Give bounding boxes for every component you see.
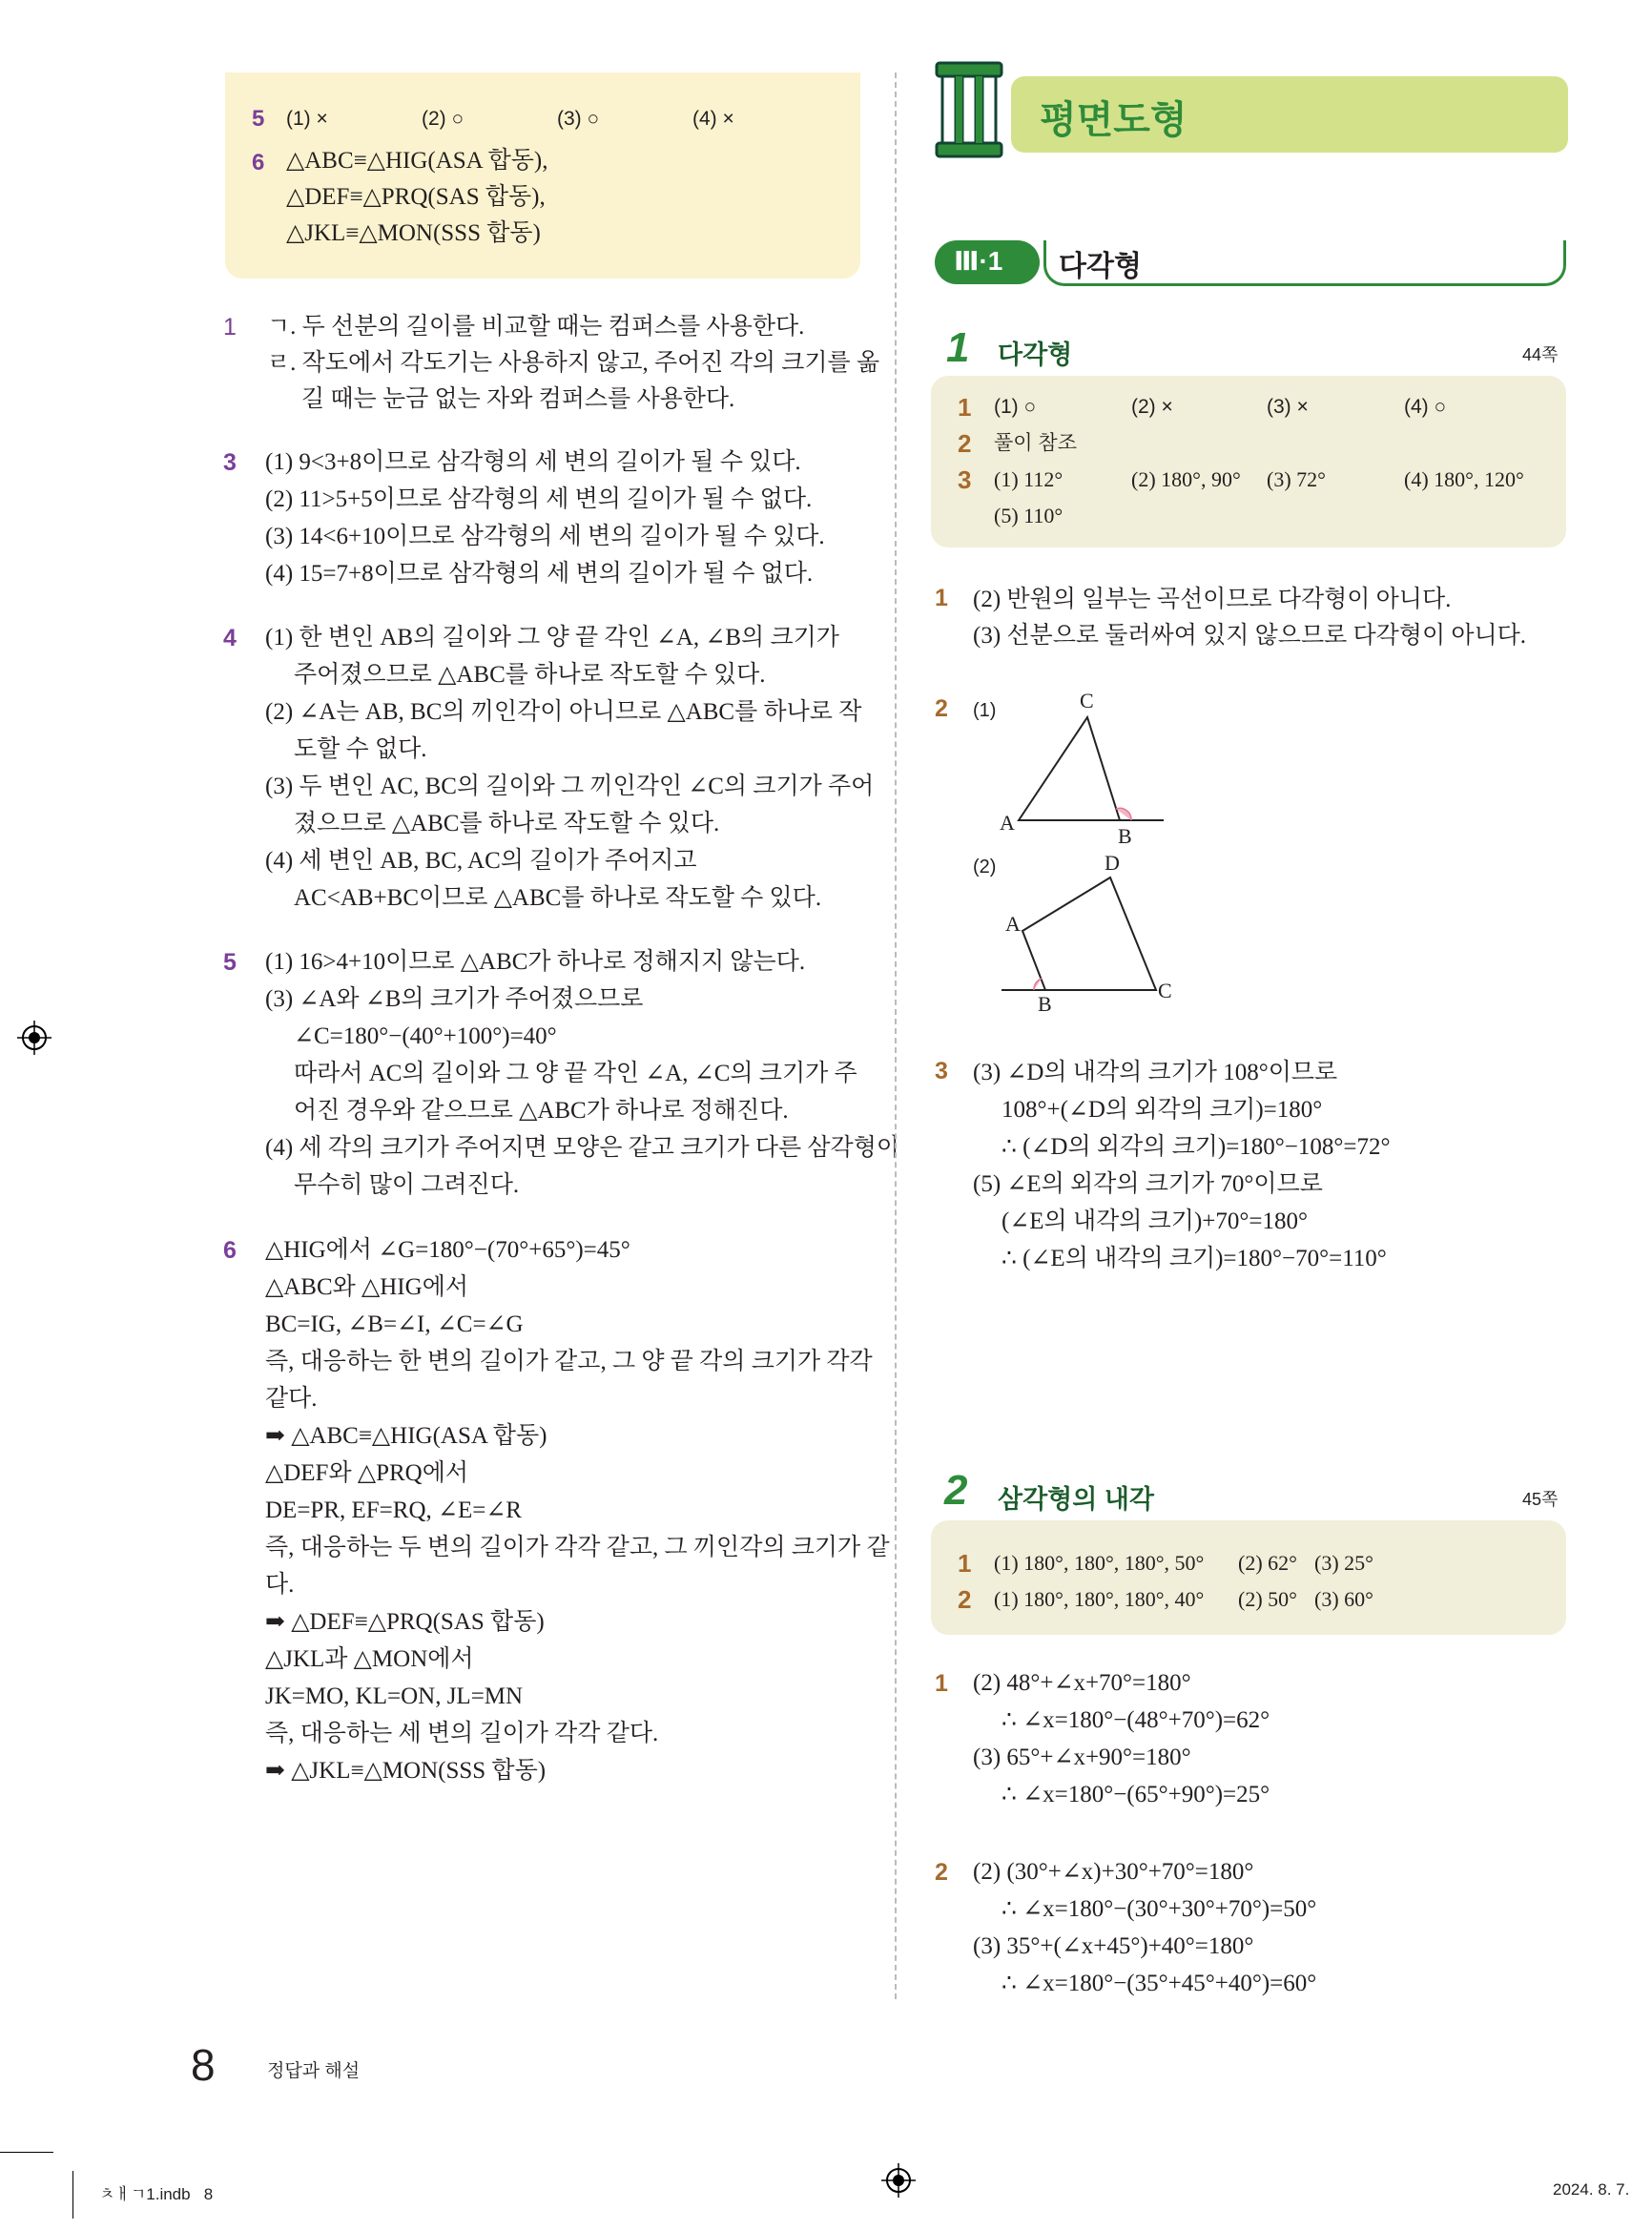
q4-line-5: (3) 두 변인 AC, BC의 길이와 그 끼인각인 ∠C의 크기가 주어: [265, 774, 875, 799]
q4-line-8: AC<AB+BC이므로 △ABC를 하나로 작도할 수 있다.: [294, 885, 822, 911]
topic-2-icon: 2: [944, 1467, 968, 1514]
answer-6-line-2: △DEF≡△PRQ(SAS 합동),: [286, 184, 546, 210]
quadrilateral-figure: [992, 858, 1211, 1011]
e1-line-2: (3) 선분으로 둘러싸여 있지 않으므로 다각형이 아니다.: [973, 623, 1527, 649]
f2-line-4: ∴ ∠x=180°−(35°+45°+40°)=60°: [1002, 1971, 1317, 1996]
crop-mark: [0, 2152, 53, 2153]
t1-r1-a1: (1) ○: [994, 396, 1037, 418]
q6-line-13: JK=MO, KL=ON, JL=MN: [265, 1683, 524, 1709]
e3-line-6: ∴ (∠E의 내각의 크기)=180°−70°=110°: [1002, 1246, 1387, 1271]
e3-line-2: 108°+(∠D의 외각의 크기)=180°: [1002, 1097, 1323, 1123]
e1-line-1: (2) 반원의 일부는 곡선이므로 다각형이 아니다.: [973, 587, 1452, 612]
topic-1-icon: 1: [946, 324, 970, 371]
f2-line-2: ∴ ∠x=180°−(30°+30°+70°)=50°: [1002, 1896, 1317, 1922]
fig2-label-a: A: [1005, 912, 1021, 936]
footer-date: 2024. 8. 7.: [1553, 2180, 1630, 2199]
registration-mark-bottom: [881, 2163, 916, 2198]
fig2-label-c: C: [1158, 979, 1172, 1002]
q6-line-10: 다.: [265, 1572, 295, 1598]
footer-file: ㅊㅐㄱ1.indb 8: [99, 2185, 214, 2203]
answer-6-line-3: △JKL≡△MON(SSS 합동): [286, 220, 541, 246]
answer-number: 1: [958, 1549, 972, 1578]
q1-line-1: ㄱ. 두 선분의 길이를 비교할 때는 컴퍼스를 사용한다.: [267, 314, 805, 340]
t1-r3-a2: (2) 180°, 90°: [1131, 467, 1241, 491]
column-divider: [895, 72, 897, 1999]
question-number: 6: [223, 1237, 237, 1264]
f1-line-2: ∴ ∠x=180°−(48°+70°)=62°: [1002, 1707, 1270, 1733]
f1-line-1: (2) 48°+∠x+70°=180°: [973, 1670, 1191, 1696]
question-number: 5: [223, 949, 237, 976]
q6-line-9: 즉, 대응하는 두 변의 길이가 각각 같고, 그 끼인각의 크기가 같: [265, 1535, 890, 1560]
question-number: 2: [935, 1859, 948, 1886]
t1-r2-a1: 풀이 참조: [994, 432, 1077, 454]
q3-line-1: (1) 9<3+8이므로 삼각형의 세 변의 길이가 될 수 있다.: [265, 449, 801, 475]
answer-number: 3: [958, 465, 972, 494]
topic-1-page: 44쪽: [1522, 345, 1559, 364]
q5-line-5: 어진 경우와 같으므로 △ABC가 하나로 정해진다.: [294, 1098, 789, 1124]
t1-r3-a1: (1) 112°: [994, 467, 1063, 491]
page-number: 8: [191, 2040, 216, 2090]
answer-5-3: (3) ○: [557, 108, 600, 130]
q1-line-2: ㄹ. 작도에서 각도기는 사용하지 않고, 주어진 각의 크기를 옮: [267, 350, 880, 376]
q6-line-2: △ABC와 △HIG에서: [265, 1274, 468, 1300]
e2-part-1: (1): [973, 700, 997, 721]
answer-number: 5: [252, 106, 265, 132]
e3-line-4: (5) ∠E의 외각의 크기가 70°이므로: [973, 1171, 1323, 1197]
e2-part-2: (2): [973, 857, 997, 878]
section-title: 다각형: [1059, 251, 1142, 282]
chapter-roman-icon: [933, 59, 1009, 162]
q6-line-5: 같다.: [265, 1386, 318, 1412]
f1-line-4: ∴ ∠x=180°−(65°+90°)=25°: [1002, 1782, 1270, 1807]
answer-5-2: (2) ○: [422, 108, 465, 130]
question-number: 1: [223, 314, 237, 341]
t1-r1-a2: (2) ×: [1131, 396, 1173, 418]
t2-r2-a1: (1) 180°, 180°, 180°, 40°: [994, 1587, 1205, 1611]
t2-r1-a3: (3) 25°: [1314, 1551, 1373, 1575]
q4-line-1: (1) 한 변인 AB의 길이와 그 양 끝 각인 ∠A, ∠B의 크기가: [265, 625, 839, 650]
answer-5-row: [252, 101, 264, 138]
footer-label: 정답과 해설: [267, 2061, 361, 2081]
question-number: 4: [223, 625, 237, 651]
t1-r3-a5: (5) 110°: [994, 504, 1063, 527]
f2-line-3: (3) 35°+(∠x+45°)+40°=180°: [973, 1933, 1254, 1959]
q6-line-11: ➡ △DEF≡△PRQ(SAS 합동): [265, 1609, 545, 1635]
q5-line-6: (4) 세 각의 크기가 주어지면 모양은 같고 크기가 다른 삼각형이: [265, 1135, 900, 1161]
q5-line-2: (3) ∠A와 ∠B의 크기가 주어졌으므로: [265, 986, 644, 1012]
fig1-label-a: A: [1000, 811, 1015, 835]
q5-line-3: ∠C=180°−(40°+100°)=40°: [294, 1023, 557, 1049]
fig1-label-b: B: [1118, 824, 1132, 848]
t2-r1-a2: (2) 62°: [1238, 1551, 1297, 1575]
q6-line-15: ➡ △JKL≡△MON(SSS 합동): [265, 1758, 547, 1784]
q6-line-7: △DEF와 △PRQ에서: [265, 1460, 469, 1486]
q4-line-4: 도할 수 없다.: [294, 736, 427, 762]
t1-r3-a3: (3) 72°: [1267, 467, 1326, 491]
fig2-label-d: D: [1105, 851, 1120, 875]
answer-number: 2: [958, 429, 972, 458]
section-label: Ⅲ·1: [954, 246, 1003, 276]
q4-line-3: (2) ∠A는 AB, BC의 끼인각이 아니므로 △ABC를 하나로 작: [265, 699, 862, 725]
q6-line-6: ➡ △ABC≡△HIG(ASA 합동): [265, 1423, 547, 1449]
q6-line-1: △HIG에서 ∠G=180°−(70°+65°)=45°: [265, 1237, 630, 1263]
q3-line-2: (2) 11>5+5이므로 삼각형의 세 변의 길이가 될 수 없다.: [265, 486, 813, 512]
t2-r2-a3: (3) 60°: [1314, 1587, 1373, 1611]
answer-number: 1: [958, 393, 972, 422]
chapter-title: 평면도형: [1040, 99, 1187, 141]
answer-5-1: (1) ×: [286, 108, 328, 130]
q6-line-8: DE=PR, EF=RQ, ∠E=∠R: [265, 1497, 522, 1523]
question-number: 3: [935, 1058, 948, 1084]
t1-r1-a3: (3) ×: [1267, 396, 1309, 418]
registration-mark-left: [17, 1021, 52, 1055]
q5-line-7: 무수히 많이 그려진다.: [294, 1172, 520, 1198]
e3-line-5: (∠E의 내각의 크기)+70°=180°: [1002, 1208, 1308, 1234]
t1-r3-a4: (4) 180°, 120°: [1404, 467, 1524, 491]
answer-5-4: (4) ×: [692, 108, 734, 130]
topic-1-title: 다각형: [998, 341, 1073, 369]
q6-line-4: 즉, 대응하는 한 변의 길이가 같고, 그 양 끝 각의 크기가 각각: [265, 1349, 873, 1374]
q6-line-3: BC=IG, ∠B=∠I, ∠C=∠G: [265, 1311, 524, 1337]
question-number: 3: [223, 449, 237, 476]
t2-r1-a1: (1) 180°, 180°, 180°, 50°: [994, 1551, 1205, 1575]
q4-line-2: 주어졌으므로 △ABC를 하나로 작도할 수 있다.: [294, 662, 766, 688]
e3-line-1: (3) ∠D의 내각의 크기가 108°이므로: [973, 1060, 1338, 1085]
question-number: 1: [935, 1670, 948, 1697]
q6-line-14: 즉, 대응하는 세 변의 길이가 각각 같다.: [265, 1721, 659, 1746]
t2-r2-a2: (2) 50°: [1238, 1587, 1297, 1611]
q3-line-3: (3) 14<6+10이므로 삼각형의 세 변의 길이가 될 수 있다.: [265, 524, 825, 549]
answer-number: 2: [958, 1585, 972, 1614]
q4-line-7: (4) 세 변인 AB, BC, AC의 길이가 주어지고: [265, 848, 697, 874]
question-number: 1: [935, 585, 948, 611]
t1-r1-a4: (4) ○: [1404, 396, 1447, 418]
q1-line-3: 길 때는 눈금 없는 자와 컴퍼스를 사용한다.: [301, 386, 735, 412]
q5-line-4: 따라서 AC의 길이와 그 양 끝 각인 ∠A, ∠C의 크기가 주: [294, 1061, 857, 1086]
fig1-label-c: C: [1080, 689, 1094, 712]
topic-2-title: 삼각형의 내각: [998, 1485, 1154, 1514]
f2-line-1: (2) (30°+∠x)+30°+70°=180°: [973, 1859, 1254, 1885]
e3-line-3: ∴ (∠D의 외각의 크기)=180°−108°=72°: [1002, 1134, 1391, 1160]
chapter-roman: [1017, 90, 1018, 91]
q5-line-1: (1) 16>4+10이므로 △ABC가 하나로 정해지지 않는다.: [265, 949, 806, 975]
question-number: 2: [935, 695, 948, 722]
crop-mark: [72, 2171, 73, 2219]
q4-line-6: 졌으므로 △ABC를 하나로 작도할 수 있다.: [294, 811, 720, 836]
q3-line-4: (4) 15=7+8이므로 삼각형의 세 변의 길이가 될 수 없다.: [265, 561, 814, 587]
q6-line-12: △JKL과 △MON에서: [265, 1646, 474, 1672]
answer-6-line-1: △ABC≡△HIG(ASA 합동),: [286, 148, 548, 174]
topic-2-page: 45쪽: [1522, 1490, 1559, 1509]
answer-number: 6: [252, 150, 265, 176]
f1-line-3: (3) 65°+∠x+90°=180°: [973, 1745, 1191, 1770]
fig2-label-b: B: [1038, 992, 1052, 1016]
